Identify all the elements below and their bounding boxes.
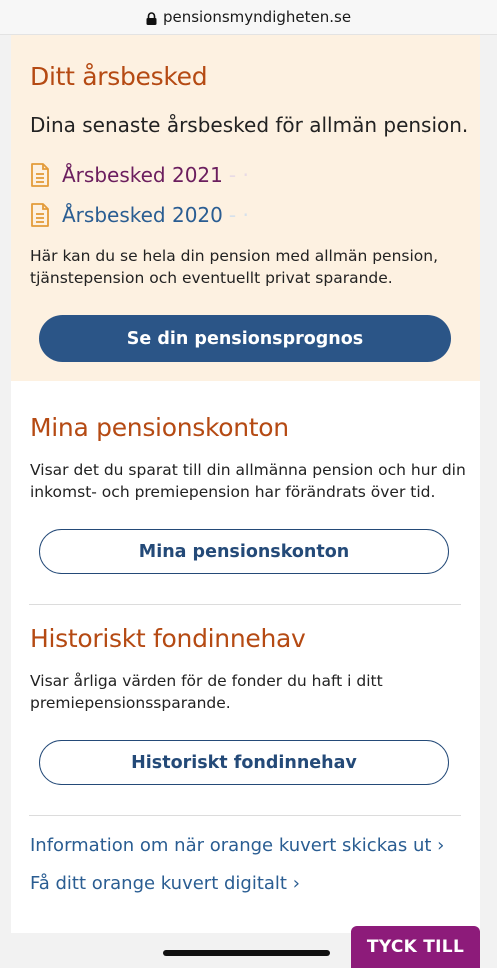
fondinnehav-title: Historiskt fondinnehav: [30, 624, 306, 653]
arsbesked-2021-suffix: - ·: [228, 163, 249, 187]
kuvert-info-link[interactable]: Information om när orange kuvert skickas ut ›: [30, 835, 445, 856]
arsbesked-section: [11, 35, 480, 381]
pensionsprognos-button[interactable]: Se din pensionsprognos: [39, 315, 451, 362]
browser-address-bar[interactable]: [0, 0, 497, 35]
fondinnehav-description: Visar årliga värden för de fonder du haft i ditt premiepensionssparande.: [30, 672, 383, 712]
home-indicator[interactable]: [163, 950, 330, 956]
arsbesked-2020-suffix: - ·: [228, 203, 249, 227]
document-icon: [30, 163, 50, 187]
section-divider: [29, 815, 461, 816]
konton-title: Mina pensionskonton: [30, 413, 289, 442]
kuvert-digitalt-link[interactable]: Få ditt orange kuvert digitalt ›: [30, 873, 300, 894]
page-content: [11, 35, 480, 933]
arsbesked-2021-label: Årsbesked 2021: [62, 163, 223, 187]
arsbesked-2020-link[interactable]: [30, 203, 249, 227]
arsbesked-intro: Dina senaste årsbesked för allmän pension.: [30, 113, 469, 137]
feedback-button[interactable]: TYCK TILL: [351, 926, 480, 968]
arsbesked-2021-link[interactable]: [30, 163, 249, 187]
document-icon: [30, 203, 50, 227]
konton-description: Visar det du sparat till din allmänna pension och hur din inkomst- och premiepension har förändrats över tid.: [30, 461, 466, 501]
lock-icon: [146, 11, 157, 24]
arsbesked-title: Ditt årsbesked: [30, 62, 208, 91]
browser-url: pensionsmyndigheten.se: [162, 8, 352, 26]
arsbesked-2020-label: Årsbesked 2020: [62, 203, 223, 227]
pensionskonton-button[interactable]: Mina pensionskonton: [39, 529, 449, 574]
fondinnehav-button[interactable]: Historiskt fondinnehav: [39, 740, 449, 785]
section-divider: [29, 604, 461, 605]
arsbesked-description: Här kan du se hela din pension med allmän pension, tjänstepension och eventuellt privat sparande.: [30, 247, 439, 287]
